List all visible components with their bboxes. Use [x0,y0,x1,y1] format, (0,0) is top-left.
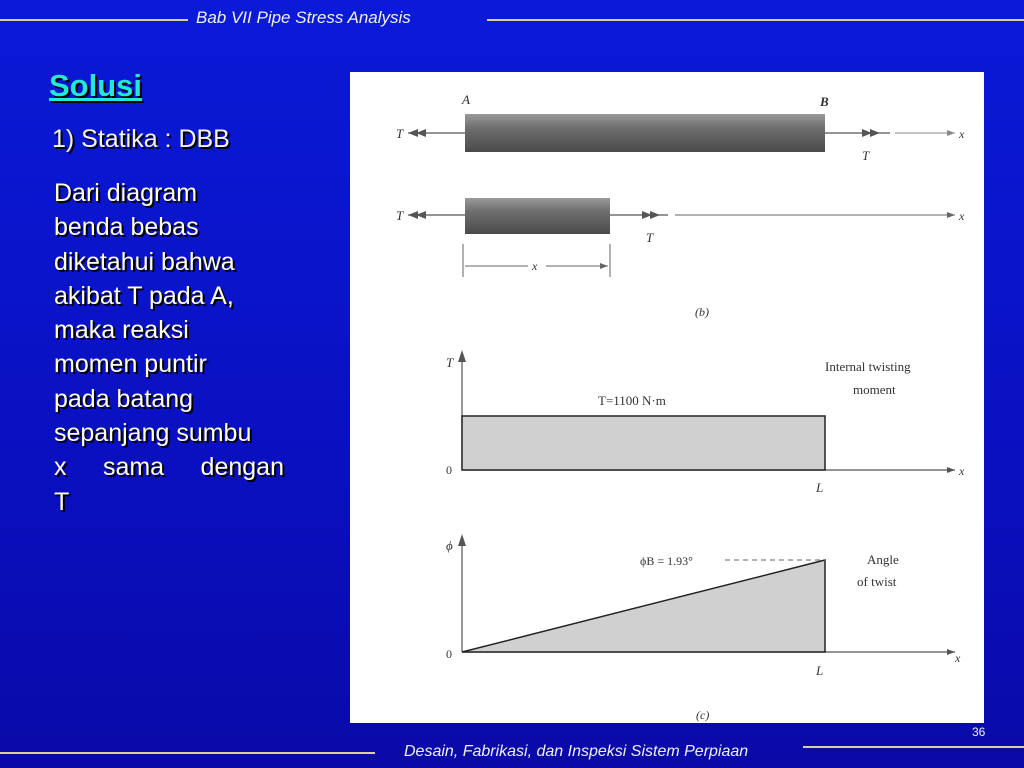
origin-label: 0 [446,463,452,477]
torque-label-left: T [396,126,404,141]
shaft-end-a-label: A [462,92,470,107]
arrowhead-icon [458,350,466,362]
slide-title: Solusi [49,68,143,103]
length-label: L [816,663,824,678]
body-line: diketahui bahwa [54,247,235,276]
angle-diagram-group [446,534,961,722]
body-line: Dari diagram [54,179,198,207]
angle-value-label: ϕB = 1.93° [640,554,693,568]
angle-triangle [462,560,825,652]
torque-diagram-group [446,350,965,495]
body-line: sepanjang sumbu [54,419,252,448]
body-line: akibat T pada A, [54,281,234,310]
full-shaft-group [396,92,965,163]
part-c-caption: (c) [696,708,710,722]
header-rule-right [487,19,1024,21]
part-b-caption: (b) [695,305,709,319]
torque-axis-label: T [446,355,454,370]
torque-label-right: T [862,148,870,163]
cut-shaft [465,198,610,234]
torsion-figure [350,72,984,723]
x-axis-label: x [959,464,965,478]
arrowhead-icon [947,467,955,473]
length-label: L [816,480,824,495]
angle-axis-label: ϕ [446,538,453,553]
dimension-x-label: x [532,259,538,273]
torque-label-right: T [646,230,654,245]
x-axis-label: x [959,127,965,141]
arrowhead-icon [947,649,955,655]
full-shaft [465,114,825,152]
torque-rectangle [462,416,825,470]
torque-note-line2: moment [853,382,896,397]
arrowhead-icon [947,212,955,218]
footer-rule-left [0,752,375,754]
header-rule-left [0,19,188,21]
body-line: pada batang [54,384,194,413]
torque-label-left: T [396,208,404,223]
header-title: Bab VII Pipe Stress Analysis [196,8,411,27]
arrowhead-icon [600,263,608,269]
x-axis-label: x [955,651,961,665]
body-line: T [54,487,70,516]
torque-value-label: T=1100 N·m [598,393,666,408]
body-line: maka reaksi [54,316,189,345]
body-word: dengan [200,453,284,482]
body-word: sama [102,453,165,482]
body-line-justified [54,450,284,484]
torsion-diagram [350,72,984,723]
arrowhead-icon [947,130,955,136]
footer-text: Desain, Fabrikasi, dan Inspeksi Sistem Perpiaan [404,743,749,760]
arrowhead-icon [458,534,466,546]
cut-shaft-group [396,198,965,319]
angle-note-line2: of twist [857,574,897,589]
body-line: momen puntir [54,350,207,379]
page-number: 36 [972,725,986,739]
torque-note-line1: Internal twisting [825,359,911,374]
shaft-end-b-label: B [820,94,829,109]
x-axis-label: x [959,209,965,223]
body-paragraph [54,176,284,519]
slide-subtitle: 1) Statika : DBB [52,125,230,153]
footer-rule-right [803,746,1024,748]
angle-note-line1: Angle [867,552,899,567]
origin-label: 0 [446,647,452,661]
body-word: x [54,453,67,482]
body-line: benda bebas [54,213,199,242]
